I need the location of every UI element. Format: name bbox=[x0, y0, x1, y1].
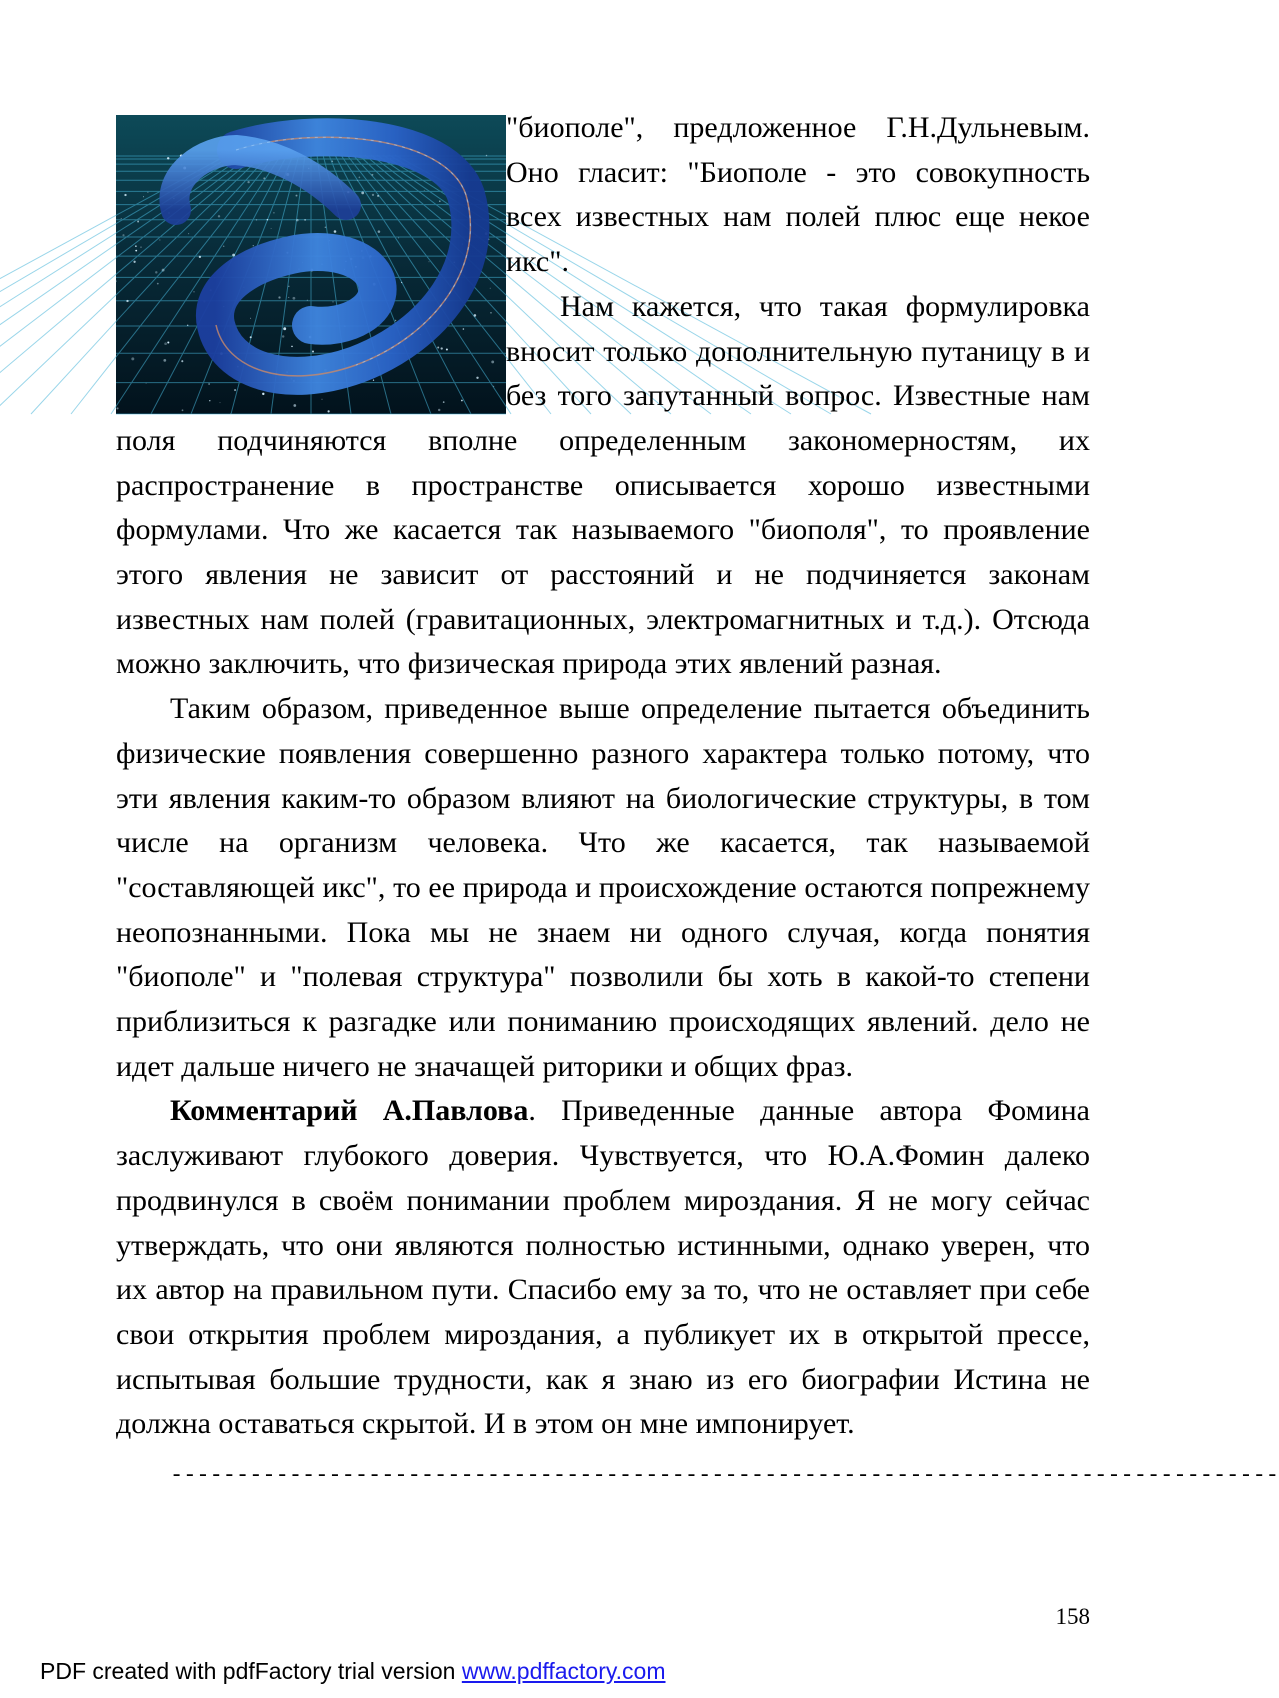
footer-text: PDF created with pdfFactory trial version bbox=[40, 1658, 462, 1684]
comment-text: . Приведенные данные автора Фомина заслуживают глубокого доверия. Чувствуется, что Ю.А.Фомин далеко продвинулся в своём понимании проблем мироздания. Я не могу сейчас утверждать, что они являются полностью истинными, однако уверен, что их автор на правильном пути. Спасибо ему за то, что не оставляет при себе свои открытия проблем мироздания, а публикует их в открытой прессе, испытывая большие трудности, как я знаю из его биографии Истина не должна оставаться скрытой. И в этом он мне импонирует. bbox=[116, 1094, 1090, 1441]
footer-link[interactable]: www.pdffactory.com bbox=[461, 1658, 666, 1684]
comment-author-heading: Комментарий А.Павлова bbox=[170, 1094, 529, 1128]
mobius-strip-illustration bbox=[116, 115, 506, 414]
pdf-footer bbox=[40, 1658, 666, 1685]
page-number: 158 bbox=[1055, 1604, 1090, 1629]
paragraph-4 bbox=[116, 1089, 1090, 1447]
separator-line: ------------------------------------------------------------------------------------ bbox=[170, 1463, 1279, 1489]
page-body bbox=[116, 106, 1279, 1491]
paragraph-3: Таким образом, приведенное выше определение пытается объединить физические появления совершенно разного характера только потому, что эти явления каким-то образом влияют на биологические структуры, в том числе на организм человека. Что же касается, так называемой "составляющей икс", то ее природа и происхождение остаются попрежнему неопознанными. Пока мы не знаем ни одного случая, когда понятия "биополе" и "полевая структура" позволили бы хоть в какой-то степени приблизиться к разгадке или пониманию происходящих явлений. дело не идет дальше ничего не значащей риторики и общих фраз. bbox=[116, 692, 1090, 1083]
paragraph-1: "биополе", предложенное Г.Н.Дульневым. Оно гласит: "Биополе - это совокупность всех известных нам полей плюс еще некое икс". bbox=[506, 111, 1090, 279]
paragraph-2: Нам кажется, что такая формулировка вносит только дополнительную путаницу в и без того запутанный вопрос. Известные нам поля подчиняются вполне определенным закономерностям, их распространение в пространстве описывается хорошо известными формулами. Что же касается так называемого "биополя", то проявление этого явления не зависит от расстояний и не подчиняется законам известных нам полей (гравитационных, электромагнитных и т.д.). Отсюда можно заключить, что физическая природа этих явлений разная. bbox=[116, 289, 1090, 681]
